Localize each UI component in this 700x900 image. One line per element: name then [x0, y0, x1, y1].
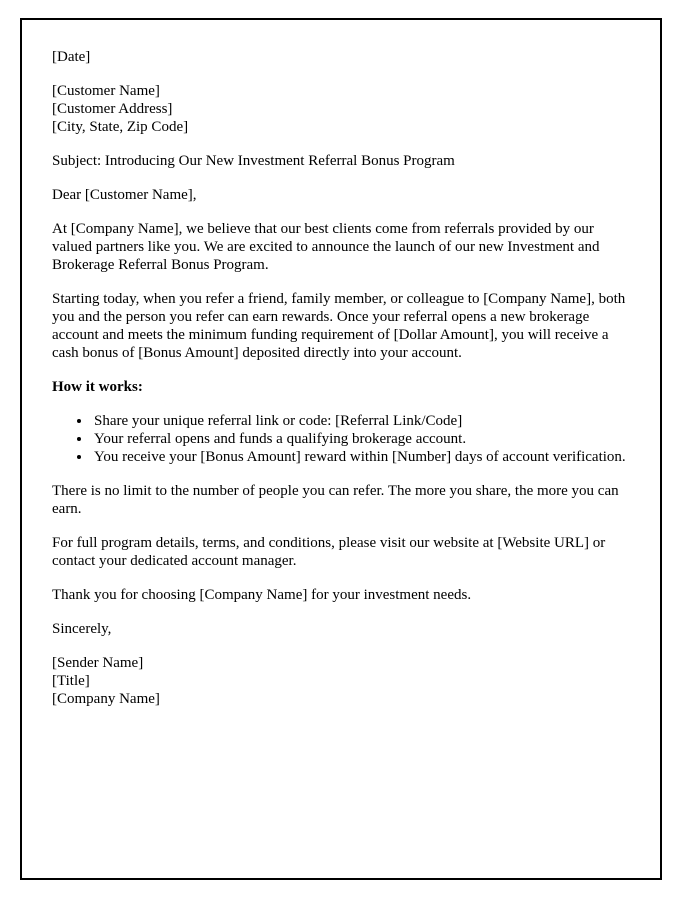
list-item: • Share your unique referral link or code: [Referral Link/Code] [92, 412, 632, 430]
subject-line: Subject: Introducing Our New Investment Referral Bonus Program [52, 153, 455, 169]
recipient-address-block [52, 82, 632, 136]
sender-company: [Company Name] [52, 691, 160, 707]
letter-date: [Date] [52, 49, 91, 65]
recipient-address: [Customer Address] [52, 101, 173, 117]
paragraph-intro: At [Company Name], we believe that our best clients come from referrals provided by our valued partners like you. We are excited to announce the launch of our new Investment and Brokerage Referral Bonus Program. [52, 221, 600, 273]
paragraph-program: Starting today, when you refer a friend, family member, or colleague to [Company Name], both you and the person you refer can earn rewards. Once your referral opens a new brokerage account and meets the minimum funding requirement of [Dollar Amount], you will receive a cash bonus of [Bonus Amount] deposited directly into your account. [52, 291, 626, 361]
letter-content [22, 20, 660, 708]
salutation: Dear [Customer Name], [52, 187, 197, 203]
sender-name: [Sender Name] [52, 655, 144, 671]
signature-block [52, 654, 632, 708]
paragraph-thanks: Thank you for choosing [Company Name] for your investment needs. [52, 587, 472, 603]
paragraph-details: For full program details, terms, and conditions, please visit our website at [Website URL] or contact your dedicated account manager. [52, 535, 606, 569]
recipient-name: [Customer Name] [52, 83, 160, 99]
how-it-works-heading: How it works: [52, 379, 143, 395]
recipient-city-state-zip: [City, State, Zip Code] [52, 119, 189, 135]
closing: Sincerely, [52, 621, 112, 637]
list-item: • Your referral opens and funds a qualifying brokerage account. [92, 430, 632, 448]
sender-title: [Title] [52, 673, 90, 689]
list-item: • You receive your [Bonus Amount] reward within [Number] days of account verification. [92, 448, 632, 466]
letter-page [20, 18, 662, 880]
paragraph-no-limit: There is no limit to the number of people you can refer. The more you share, the more you can earn. [52, 483, 619, 517]
how-it-works-list [52, 412, 632, 466]
